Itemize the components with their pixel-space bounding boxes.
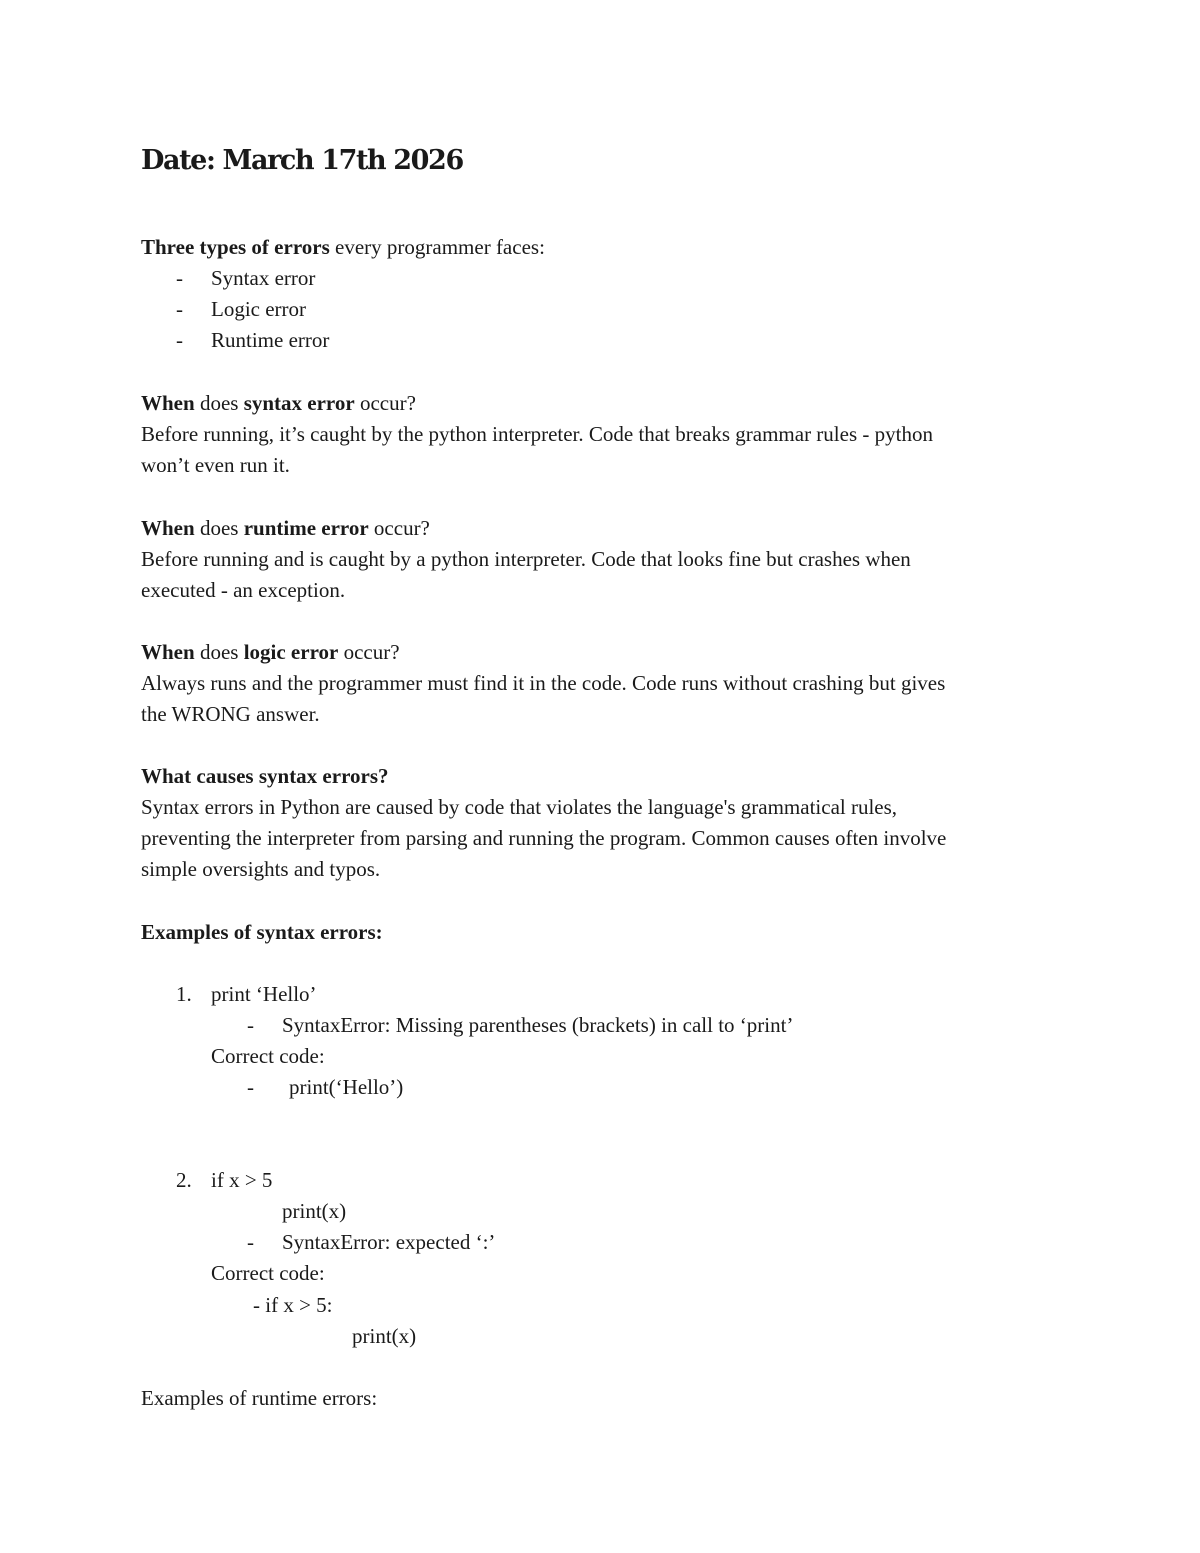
example2-fix-line2: print(x)	[352, 1324, 417, 1348]
runtime-answer-line1: Before running and is caught by a python interpreter. Code that looks fine but crashes when	[141, 547, 911, 571]
examples-heading	[141, 917, 383, 948]
causes-heading	[141, 761, 389, 792]
example1-error: SyntaxError: Missing parentheses (brackets) in call to ‘print’	[282, 1013, 794, 1037]
syntax-answer-line2: won’t even run it.	[141, 453, 290, 477]
example1-fix: print(‘Hello’)	[289, 1075, 404, 1099]
question-does: does	[194, 391, 244, 415]
question-when: When	[141, 640, 195, 664]
list-dash: -	[247, 1013, 254, 1037]
list-dash: -	[176, 266, 183, 290]
list-dash: -	[247, 1075, 254, 1099]
question-term: logic error	[243, 640, 339, 664]
causes-line3: simple oversights and typos.	[141, 857, 381, 881]
causes-heading-text: What causes syntax errors?	[141, 764, 389, 788]
list-dash: -	[247, 1230, 254, 1254]
intro-bold: Three types of errors	[141, 235, 330, 259]
syntax-question	[141, 388, 416, 419]
list-item-syntax: Syntax error	[211, 266, 316, 290]
intro-line	[141, 232, 545, 263]
logic-answer-line1: Always runs and the programmer must find it in the code. Code runs without crashing but gives	[141, 671, 946, 695]
question-does: does	[194, 516, 244, 540]
list-dash: -	[176, 297, 183, 321]
example2-code-line2: print(x)	[282, 1199, 347, 1223]
list-dash: -	[176, 328, 183, 352]
example2-error: SyntaxError: expected ‘:’	[282, 1230, 496, 1254]
syntax-answer-line1: Before running, it’s caught by the python interpreter. Code that breaks grammar rules - python	[141, 422, 933, 446]
example1-correct-label: Correct code:	[211, 1044, 325, 1068]
question-when: When	[141, 391, 195, 415]
question-occur: occur?	[338, 640, 400, 664]
runtime-question	[141, 513, 430, 544]
causes-line2: preventing the interpreter from parsing and running the program. Common causes often involve	[141, 826, 947, 850]
question-does: does	[194, 640, 244, 664]
runtime-examples-heading: Examples of runtime errors:	[141, 1386, 378, 1410]
question-term: syntax error	[243, 391, 355, 415]
question-occur: occur?	[368, 516, 430, 540]
example1-number: 1.	[176, 982, 192, 1006]
example2-number: 2.	[176, 1168, 192, 1192]
example2-fix-line1: - if x > 5:	[253, 1293, 333, 1317]
logic-answer-line2: the WRONG answer.	[141, 702, 320, 726]
runtime-answer-line2: executed - an exception.	[141, 578, 346, 602]
page-title: Date: March 17th 2026	[141, 145, 463, 176]
examples-heading-text: Examples of syntax errors:	[141, 920, 383, 944]
intro-rest: every programmer faces:	[329, 235, 545, 259]
logic-question	[141, 637, 400, 668]
list-item-runtime: Runtime error	[211, 328, 330, 352]
question-when: When	[141, 516, 195, 540]
question-term: runtime error	[243, 516, 369, 540]
example1-code: print ‘Hello’	[211, 982, 317, 1006]
list-item-logic: Logic error	[211, 297, 307, 321]
example2-code-line1: if x > 5	[211, 1168, 273, 1192]
question-occur: occur?	[354, 391, 416, 415]
causes-line1: Syntax errors in Python are caused by code that violates the language's grammatical rules,	[141, 795, 898, 819]
example2-correct-label: Correct code:	[211, 1261, 325, 1285]
